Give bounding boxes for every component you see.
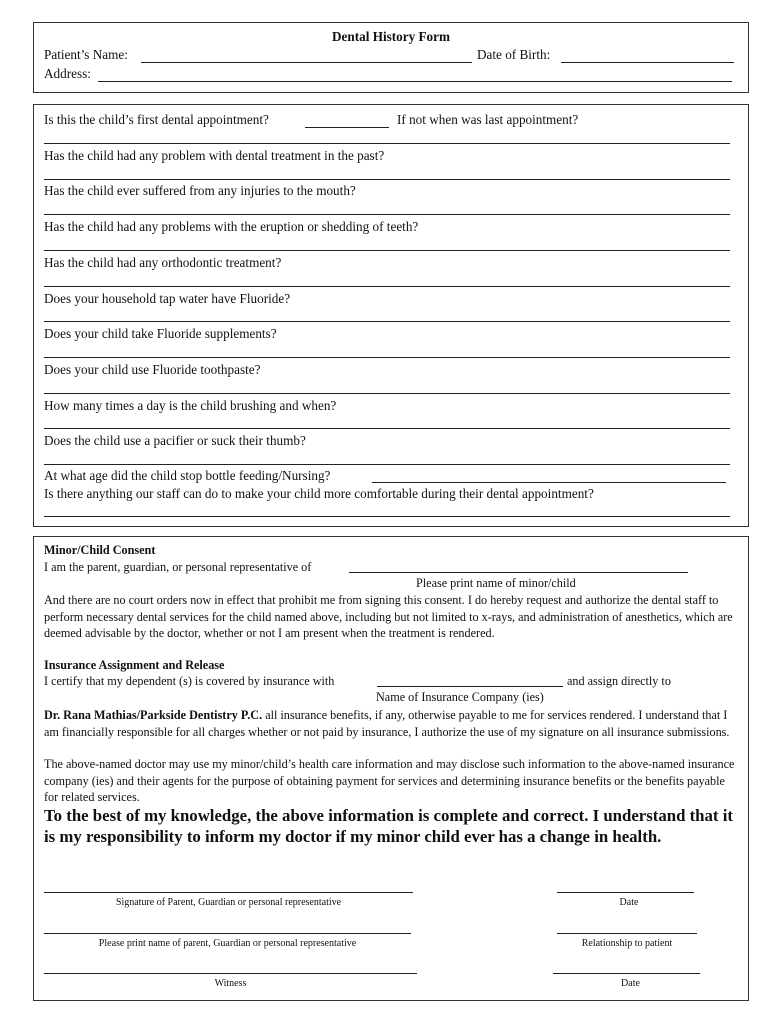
answer-line-5[interactable] xyxy=(44,286,730,287)
question-tap-water-fluoride: Does your household tap water have Fluoride? xyxy=(44,291,291,306)
answer-line-12[interactable] xyxy=(44,516,730,517)
practice-name: Dr. Rana Mathias/Parkside Dentistry P.C. xyxy=(44,708,263,722)
answer-line-1[interactable] xyxy=(44,143,730,144)
bottle-feeding-field[interactable] xyxy=(372,482,726,483)
minor-name-field[interactable] xyxy=(349,572,688,573)
witness-field[interactable] xyxy=(44,973,417,974)
form-title: Dental History Form xyxy=(332,29,450,44)
answer-line-9[interactable] xyxy=(44,428,730,429)
answer-line-4[interactable] xyxy=(44,250,730,251)
question-fluoride-supplements: Does your child take Fluoride supplements? xyxy=(44,326,277,341)
question-brushing: How many times a day is the child brushing and when? xyxy=(44,398,337,413)
insurance-line-b: and assign directly to xyxy=(567,674,671,688)
parent-signature-field[interactable] xyxy=(44,892,413,893)
dob-field[interactable] xyxy=(561,62,734,63)
witness-caption: Witness xyxy=(214,978,247,989)
question-fluoride-toothpaste: Does your child use Fluoride toothpaste? xyxy=(44,362,261,377)
answer-line-3[interactable] xyxy=(44,214,730,215)
question-mouth-injuries: Has the child ever suffered from any injuries to the mouth? xyxy=(44,183,356,198)
answer-line-2[interactable] xyxy=(44,179,730,180)
answer-line-10[interactable] xyxy=(44,464,730,465)
patient-name-field[interactable] xyxy=(141,62,472,63)
signature-date-field[interactable] xyxy=(557,892,694,893)
disclosure-paragraph: The above-named doctor may use my minor/child’s health care information and may disclose such information to the above-named insurance company (ies) and their agents for the purpose of obtaining payment for services and determining insurance benefits or the benefits payable for related services. xyxy=(44,757,735,804)
answer-line-7[interactable] xyxy=(44,357,730,358)
question-bottle-feeding: At what age did the child stop bottle feeding/Nursing? xyxy=(44,468,331,483)
patient-name-label: Patient’s Name: xyxy=(44,47,128,62)
insurance-paragraph xyxy=(44,707,740,740)
question-orthodontic: Has the child had any orthodontic treatment? xyxy=(44,255,282,270)
question-first-appointment: Is this the child’s first dental appointment? xyxy=(44,112,269,127)
signature-date-caption: Date xyxy=(619,897,639,908)
question-comfort: Is there anything our staff can do to make your child more comfortable during their dental appointment? xyxy=(44,486,594,501)
witness-date-field[interactable] xyxy=(553,973,700,974)
relationship-caption: Relationship to patient xyxy=(581,938,673,949)
insurance-heading: Insurance Assignment and Release xyxy=(44,658,225,672)
consent-heading: Minor/Child Consent xyxy=(44,543,156,557)
address-field[interactable] xyxy=(98,81,732,82)
insurance-paragraph-text: all insurance benefits, if any, otherwise payable to me for services rendered. I understand that I am financially responsible for all charges whether or not paid by insurance, I authorize the use of my signature on all insurance submissions. xyxy=(44,708,730,739)
witness-date-caption: Date xyxy=(621,978,640,989)
insurance-company-caption: Name of Insurance Company (ies) xyxy=(376,690,544,704)
question-last-appointment: If not when was last appointment? xyxy=(397,112,579,127)
question-eruption-shedding: Has the child had any problems with the eruption or shedding of teeth? xyxy=(44,219,419,234)
insurance-company-field[interactable] xyxy=(377,686,563,687)
attestation-statement: To the best of my knowledge, the above information is complete and correct. I understand that it is my responsibility to inform my doctor if my minor child ever has a change in health. xyxy=(44,806,733,846)
print-name-field[interactable] xyxy=(44,933,411,934)
consent-paragraph: And there are no court orders now in effect that prohibit me from signing this consent. I do hereby request and authorize the dental staff to perform necessary dental services for the child named above, including but not limited to x-rays, and administration of anesthetics, which are deemed advisable by the doctor, whether or not I am present when the treatment is rendered. xyxy=(44,593,733,640)
consent-line-1: I am the parent, guardian, or personal representative of xyxy=(44,560,312,574)
answer-line-8[interactable] xyxy=(44,393,730,394)
address-label: Address: xyxy=(44,66,91,81)
insurance-line-a: I certify that my dependent (s) is covered by insurance with xyxy=(44,674,335,688)
first-appointment-field[interactable] xyxy=(305,127,389,128)
question-pacifier-thumb: Does the child use a pacifier or suck their thumb? xyxy=(44,433,306,448)
parent-signature-caption: Signature of Parent, Guardian or personal representative xyxy=(115,897,342,908)
dob-label: Date of Birth: xyxy=(477,47,551,62)
question-dental-problems: Has the child had any problem with dental treatment in the past? xyxy=(44,148,385,163)
print-name-caption: Please print name of parent, Guardian or personal representative xyxy=(98,938,357,949)
minor-name-caption: Please print name of minor/child xyxy=(416,576,576,590)
answer-line-6[interactable] xyxy=(44,321,730,322)
relationship-field[interactable] xyxy=(557,933,697,934)
